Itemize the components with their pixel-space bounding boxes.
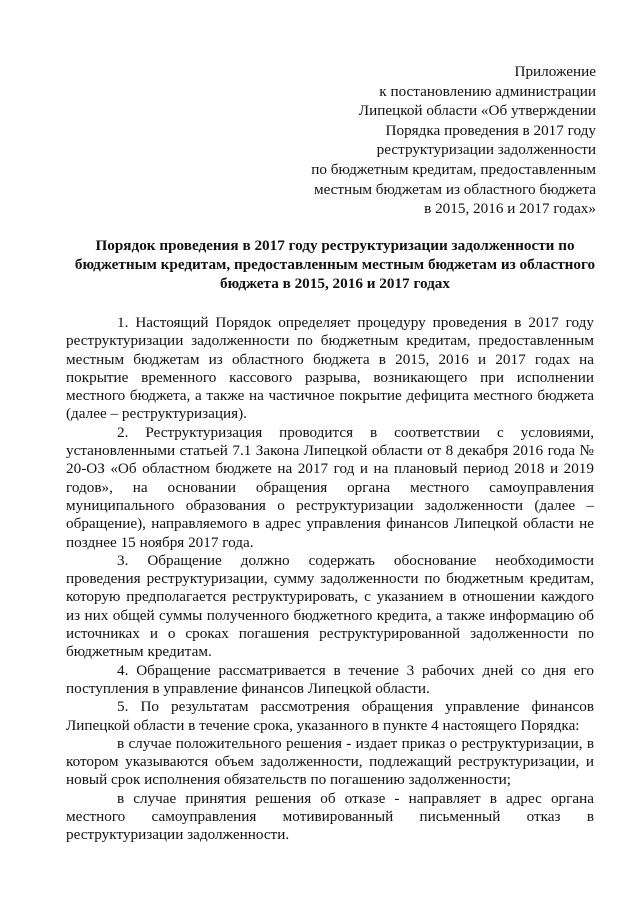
appendix-line: по бюджетным кредитам, предоставленным [311, 160, 596, 178]
paragraph-2: 2. Реструктуризация проводится в соответствии с условиями, установленными статьей 7.1 Закона Липецкой области от 8 декабря 2016 года № 20-ОЗ «Об областном бюджете на 2017 год и на плановый период 2018 и 2019 годов», на основании обращения органа местного самоуправления муниципального образования о реструктуризации задолженности (далее – обращение), направляемого в адрес управления финансов Липецкой области не позднее 15 ноября 2017 года. [66, 423, 594, 551]
paragraph-4: 4. Обращение рассматривается в течение 3 рабочих дней со дня его поступления в управление финансов Липецкой области. [66, 661, 594, 697]
appendix-line: Порядка проведения в 2017 году [385, 121, 596, 139]
appendix-line: Приложение [514, 63, 596, 80]
paragraph-5-refusal-case: в случае принятия решения об отказе - направляет в адрес органа местного самоуправления мотивированный письменный отказ в реструктуризации задолженности. [66, 789, 594, 844]
document-body [66, 314, 594, 845]
document-title: Порядок проведения в 2017 году реструктуризации задолженности по бюджетным кредитам, предоставленным местным бюджетам из областного бюджета в 2015, 2016 и 2017 годах [74, 237, 596, 293]
paragraph-1: 1. Настоящий Порядок определяет процедуру проведения в 2017 году реструктуризации задолженности по бюджетным кредитам, предоставленным местным бюджетам из областного бюджета в 2015, 2016 и 2017 годах на покрытие временного кассового разрыва, возникающего при исполнении местного бюджета, а также на частичное покрытие дефицита местного бюджета (далее – реструктуризация). [66, 314, 594, 423]
paragraph-5: 5. По результатам рассмотрения обращения управление финансов Липецкой области в течение срока, указанного в пункте 4 настоящего Порядка: [66, 698, 594, 734]
appendix-line: в 2015, 2016 и 2017 годах» [424, 200, 596, 218]
appendix-line: реструктуризации задолженности [376, 141, 596, 159]
appendix-line: местным бюджетам из областного бюджета [313, 180, 596, 198]
appendix-line: к постановлению администрации [379, 82, 596, 100]
appendix-line: Липецкой области «Об утверждении [358, 102, 596, 120]
appendix-header [266, 62, 596, 219]
paragraph-3: 3. Обращение должно содержать обоснование необходимости проведения реструктуризации, сумму задолженности по бюджетным кредитам, которую предполагается реструктурировать, с указанием в отношении каждого из них общей суммы полученного бюджетного кредита, а также информацию об источниках и о сроках погашения реструктурированной задолженности по бюджетным кредитам. [66, 551, 594, 661]
paragraph-5-positive-case: в случае положительного решения - издает приказ о реструктуризации, в котором указываются объем задолженности, подлежащий реструктуризации, и новый срок исполнения обязательств по погашению задолженности; [66, 734, 594, 789]
